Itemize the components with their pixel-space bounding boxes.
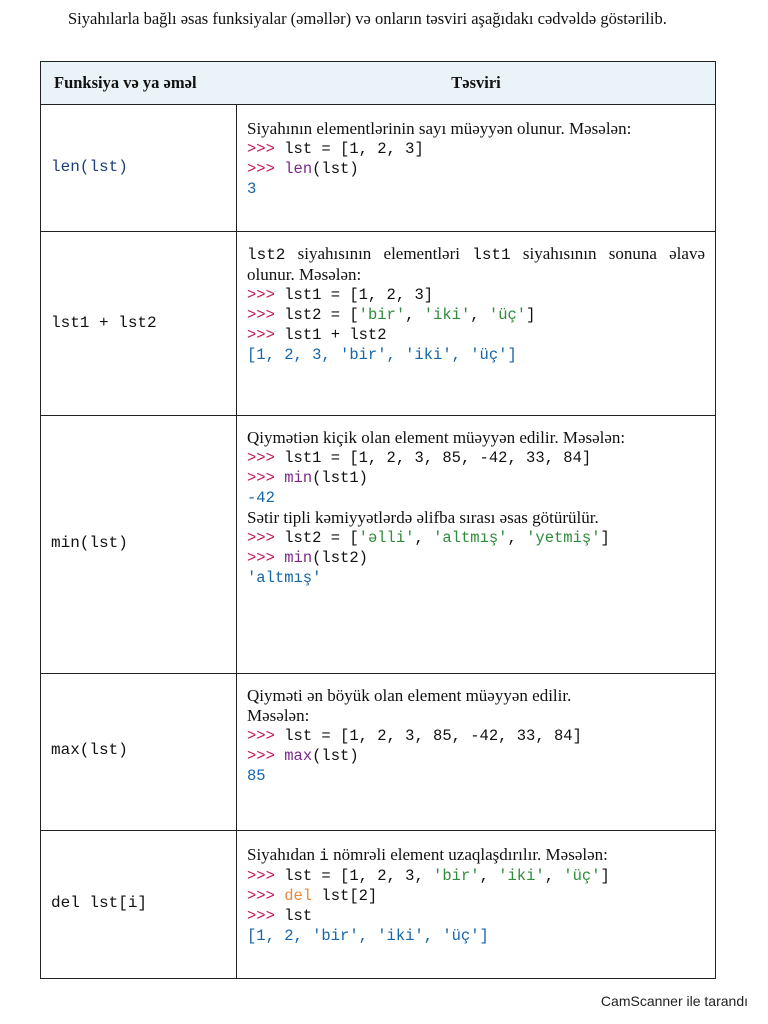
code-line: >>> min(lst1) — [247, 469, 368, 487]
functions-table — [40, 61, 716, 979]
description-text-2: Sətir tipli kəmiyyətlərdə əlifba sırası əsas götürülür. — [247, 508, 599, 527]
code-line: >>> lst1 + lst2 — [247, 326, 387, 344]
description-text: Siyahıdan i nömrəli element uzaqlaşdırılır. Məsələn: — [247, 845, 608, 865]
table-row-del — [41, 831, 715, 980]
code-output: [1, 2, 3, 'bir', 'iki', 'üç'] — [247, 346, 517, 364]
code-output: 3 — [247, 180, 257, 198]
code-line: >>> del lst[2] — [247, 887, 378, 905]
code-line: >>> min(lst2) — [247, 549, 368, 567]
description-text: Qiyməti ən böyük olan element müəyyən edilir. Məsələn: — [247, 686, 572, 725]
code-output: [1, 2, 'bir', 'iki', 'üç'] — [247, 927, 489, 945]
description-cell — [247, 686, 635, 786]
table-header — [41, 62, 715, 105]
intro-paragraph: Siyahılarla bağlı əsas funksiyalar (əməllər) və onların təsviri aşağıdakı cədvəldə göstərilib. — [68, 9, 667, 28]
function-cell: del lst[i] — [51, 894, 148, 912]
description-cell — [247, 119, 705, 199]
code-output: 'altmış' — [247, 569, 322, 587]
header-description: Təsviri — [451, 73, 501, 92]
code-line: >>> lst — [247, 907, 313, 925]
table-row-min — [41, 416, 715, 674]
code-line: >>> lst1 = [1, 2, 3, 85, -42, 33, 84] — [247, 449, 592, 467]
code-line: >>> lst1 = [1, 2, 3] — [247, 286, 434, 304]
table-row-len — [41, 105, 715, 232]
function-cell: max(lst) — [51, 741, 128, 759]
description-text: lst2 siyahısının elementləri lst1 siyahısının sonuna əlavə olunur. Məsələn: — [247, 244, 705, 284]
code-line: >>> lst = [1, 2, 3] — [247, 140, 424, 158]
description-cell — [247, 428, 705, 588]
table-row-max — [41, 674, 715, 831]
code-line: >>> max(lst) — [247, 747, 359, 765]
code-line: >>> lst2 = ['bir', 'iki', 'üç'] — [247, 306, 536, 324]
description-text: Qiymətiən kiçik olan element müəyyən edilir. Məsələn: — [247, 428, 626, 447]
scanner-watermark: CamScanner ile tarandı — [600, 993, 748, 1009]
code-output: -42 — [247, 489, 275, 507]
function-cell: len(lst) — [51, 158, 128, 176]
description-cell — [247, 244, 705, 365]
table-row-concat — [41, 232, 715, 416]
code-line: >>> lst = [1, 2, 3, 'bir', 'iki', 'üç'] — [247, 867, 610, 885]
description-text: Siyahının elementlərinin sayı müəyyən olunur. Məsələn: — [247, 119, 632, 138]
code-line: >>> lst = [1, 2, 3, 85, -42, 33, 84] — [247, 727, 582, 745]
description-cell — [247, 845, 705, 946]
function-cell: min(lst) — [51, 534, 128, 552]
code-output: 85 — [247, 767, 266, 785]
header-function: Funksiya və ya əməl — [54, 73, 197, 92]
code-line: >>> lst2 = ['əlli', 'altmış', 'yetmiş'] — [247, 529, 610, 547]
function-cell: lst1 + lst2 — [51, 314, 157, 332]
code-line: >>> len(lst) — [247, 160, 359, 178]
